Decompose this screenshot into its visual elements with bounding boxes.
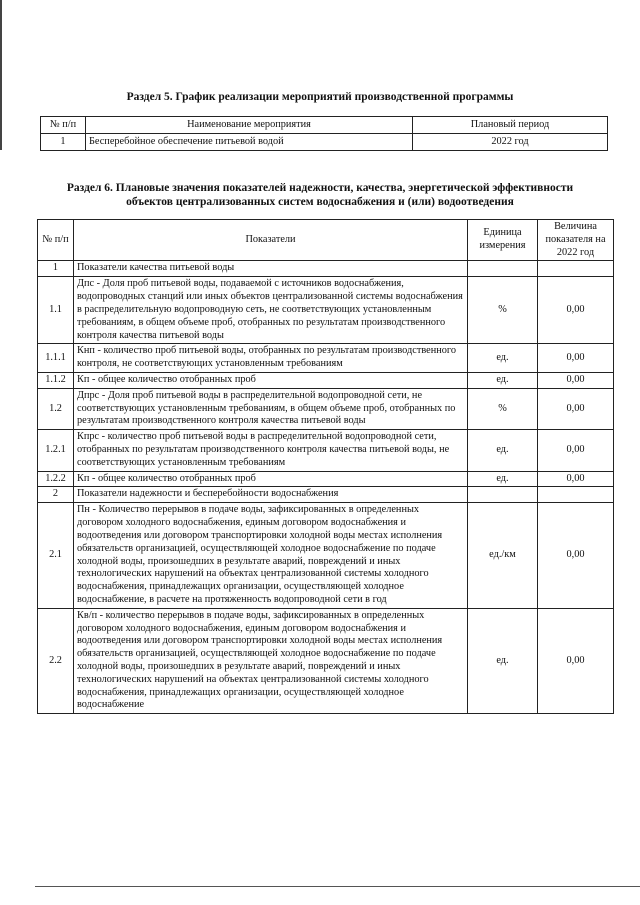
row-text: Показатели надежности и бесперебойности водоснабжения [74,487,468,503]
row-text: Показатели качества питьевой воды [74,261,468,277]
row-value: 0,00 [538,503,614,608]
row-num: 1.2 [38,388,74,429]
row-value: 0,00 [538,430,614,471]
row-num: 1 [38,261,74,277]
row-unit: ед. [468,608,538,713]
table-row [38,503,614,608]
row-num: 1 [41,134,86,151]
table-row [38,261,614,277]
table-header-row [41,117,608,134]
row-num: 2.2 [38,608,74,713]
row-num: 1.2.2 [38,471,74,487]
row-unit: ед./км [468,503,538,608]
row-name: Бесперебойное обеспечение питьевой водой [86,134,413,151]
section6-title-line1: Раздел 6. Плановые значения показателей надежности, качества, энергетической эффективности [66,182,574,194]
header-unit: Единица измерения [468,220,538,261]
header-period: Плановый период [413,117,608,134]
row-num: 1.2.1 [38,430,74,471]
row-value: 0,00 [538,471,614,487]
section5-title: Раздел 5. График реализации мероприятий производственной программы [126,91,514,103]
row-num: 2 [38,487,74,503]
row-value [538,261,614,277]
table-row [38,487,614,503]
row-num: 1.1 [38,277,74,344]
header-num: № п/п [38,220,74,261]
row-text: Дпрс - Доля проб питьевой воды в распределительной водопроводной сети, не соответствующих установленным требованиям, в общем объеме проб, отобранных по результатам производственного контроля качества питьевой воды [74,388,468,429]
row-value: 0,00 [538,372,614,388]
row-unit: ед. [468,430,538,471]
section6-table [37,219,614,714]
row-text: Кв/п - количество перерывов в подаче воды, зафиксированных в определенных договором холодного водоснабжения, единым договором водоснабжения и водоотведения или договором транспортировки холодной воды местах исполнения обязательств организацией, осуществляющей холодное водоснабжение по подаче холодной воды, произошедших в результате аварий, повреждений и иных технологических нарушений на объектах централизованной системы холодного водоснабжения, принадлежащих организации, осуществляющей холодное водоснабжение [74,608,468,713]
table-row [38,471,614,487]
row-value: 0,00 [538,388,614,429]
row-value: 0,00 [538,277,614,344]
header-value: Величина показателя на 2022 год [538,220,614,261]
row-text: Кп - общее количество отобранных проб [74,372,468,388]
table-row [38,277,614,344]
row-unit [468,261,538,277]
table-header-row [38,220,614,261]
table-row [38,388,614,429]
header-num: № п/п [41,117,86,134]
header-name: Наименование мероприятия [86,117,413,134]
page-bottom-rule [35,886,640,887]
row-value [538,487,614,503]
header-indicators: Показатели [74,220,468,261]
row-num: 1.1.1 [38,344,74,373]
row-unit: % [468,388,538,429]
row-text: Пн - Количество перерывов в подаче воды, зафиксированных в определенных договором холодного водоснабжения, единым договором водоснабжения и водоотведения или договором транспортировки холодной воды местах исполнения обязательств организацией, осуществляющей холодное водоснабжение по подаче холодной воды, произошедших в результате аварий, повреждений и иных технологических нарушений на объектах централизованной системы холодного водоснабжения, принадлежащих организации, осуществляющей холодное водоснабжение, в расчете на протяженность водопроводной сети в год [74,503,468,608]
row-text: Кп - общее количество отобранных проб [74,471,468,487]
row-unit [468,487,538,503]
row-num: 1.1.2 [38,372,74,388]
section5-table [40,116,608,151]
table-row [38,430,614,471]
row-value: 0,00 [538,344,614,373]
section6-title-line2: объектов централизованных систем водоснабжения и (или) водоотведения [126,196,514,208]
row-text: Кпрс - количество проб питьевой воды в распределительной водопроводной сети, отобранных по результатам производственного контроля качества питьевой воды, не соответствующих установленным требованиям [74,430,468,471]
row-text: Дпс - Доля проб питьевой воды, подаваемой с источников водоснабжения, водопроводных станций или иных объектов централизованной системы водоснабжения в распределительную водопроводную сеть, не соответствующих установленным требованиям, в общем объеме проб, отобранных по результатам производственного контроля качества питьевой воды [74,277,468,344]
row-num: 2.1 [38,503,74,608]
row-value: 0,00 [538,608,614,713]
table-row [38,344,614,373]
row-period: 2022 год [413,134,608,151]
row-unit: ед. [468,372,538,388]
row-text: Кнп - количество проб питьевой воды, отобранных по результатам производственного контроля, не соответствующих установленным требованиям [74,344,468,373]
table-row [38,372,614,388]
table-row [38,608,614,713]
row-unit: % [468,277,538,344]
row-unit: ед. [468,344,538,373]
table-row [41,134,608,151]
row-unit: ед. [468,471,538,487]
scan-edge-mark [0,0,2,150]
